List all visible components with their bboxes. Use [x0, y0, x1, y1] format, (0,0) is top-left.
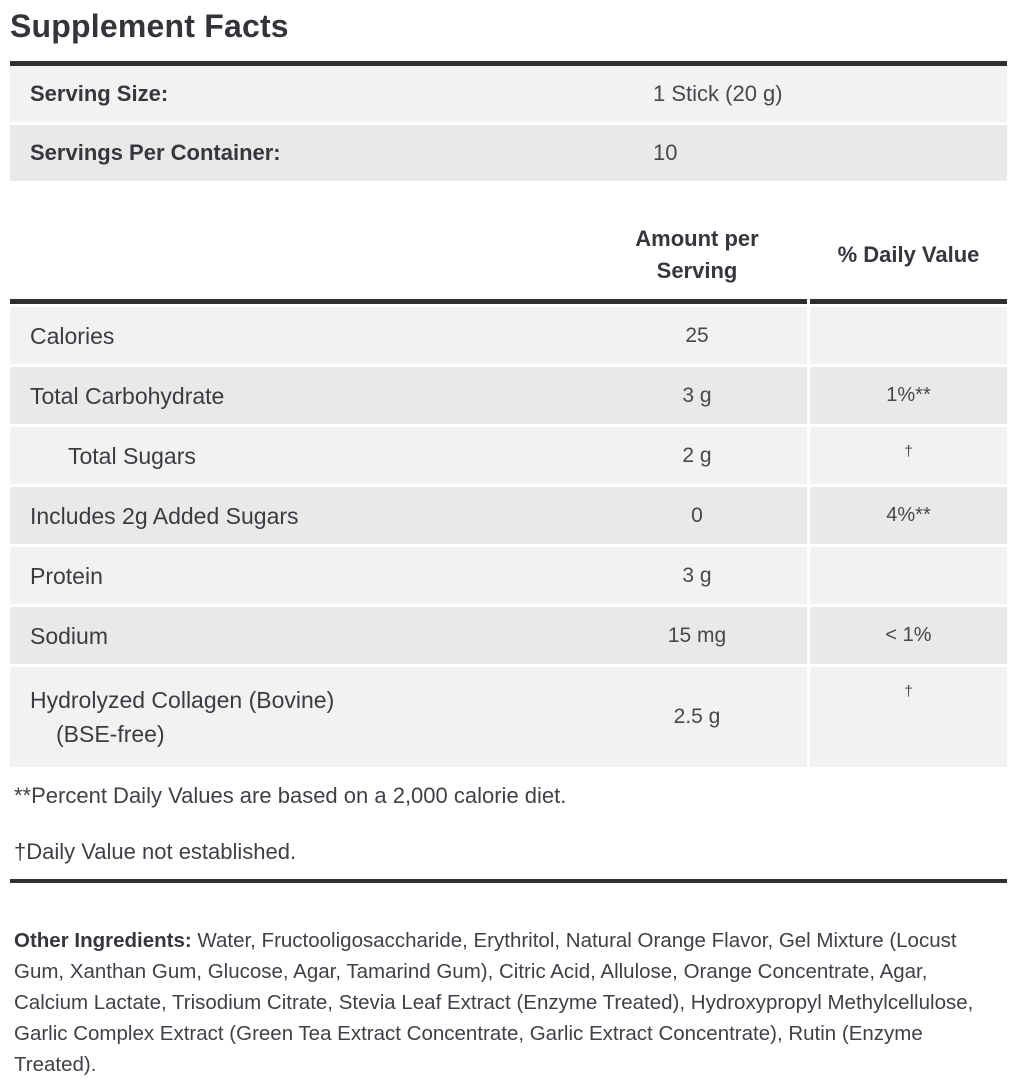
- nutrient-label-line1: Protein: [30, 562, 103, 589]
- nutrient-label-line1: Hydrolyzed Collagen (Bovine): [30, 687, 335, 713]
- nutrient-label-line1: Calories: [30, 322, 115, 349]
- amount-per-serving-header-text: Amount per Serving: [635, 226, 759, 283]
- serving-info-table: [10, 61, 1007, 181]
- amount-cell: 3 g: [682, 383, 712, 407]
- other-ingredients-text: Water, Fructooligosaccharide, Erythritol, Natural Orange Flavor, Gel Mixture (Locust Gum, Xanthan Gum, Glucose, Agar, Tamarind Gum), Citric Acid, Allulose, Orange Concentrate, Agar, Calcium Lactate, Trisodium Citrate, Stevia Leaf Extract (Enzyme Treated), Hydroxypropyl Methylcellulose, Garlic Complex Extract (Green Tea Extract Concentrate, Garlic Extract Concentrate), Rutin (Enzyme Treated).: [14, 929, 974, 1076]
- thick-rule-segment-main: [10, 299, 807, 304]
- other-ingredients-paragraph: [14, 925, 991, 1080]
- table-row: [10, 487, 1007, 544]
- thick-rule-table-top: [10, 299, 1007, 304]
- daily-value-cell: [810, 547, 1007, 604]
- nutrient-label: [10, 379, 587, 413]
- daily-value-cell: < 1%: [810, 607, 1007, 664]
- serving-info-rows: [10, 66, 1007, 181]
- nutrient-label-line2: (BSE-free): [56, 721, 165, 747]
- serving-row-label: Serving Size:: [30, 81, 169, 106]
- nutrient-label-line1: Sodium: [30, 622, 108, 649]
- nutrient-label: [10, 439, 587, 473]
- table-row: [10, 367, 1007, 424]
- daily-value-cell: [810, 307, 1007, 364]
- supplement-facts-label: [0, 8, 1015, 1080]
- nutrient-label: [10, 619, 587, 653]
- nutrient-label: [10, 559, 587, 593]
- table-row: [10, 427, 1007, 484]
- daily-value-cell: 1%**: [810, 367, 1007, 424]
- table-row: [10, 667, 1007, 767]
- table-row: [10, 547, 1007, 604]
- amount-per-serving-header: [587, 223, 807, 287]
- other-ingredients-label: Other Ingredients:: [14, 929, 192, 952]
- amount-cell: 0: [691, 503, 703, 527]
- nutrient-label-line1: Total Carbohydrate: [30, 382, 225, 409]
- daily-value-cell: †: [810, 667, 1007, 767]
- serving-row-value: 10: [653, 140, 678, 165]
- thick-rule-bottom: [10, 879, 1007, 883]
- table-row: [10, 607, 1007, 664]
- serving-row-label: Servings Per Container:: [30, 140, 281, 165]
- page-title: Supplement Facts: [10, 8, 289, 44]
- table-row: [10, 307, 1007, 364]
- nutrition-table: [10, 299, 1007, 767]
- nutrient-label-line1: Total Sugars: [68, 442, 196, 469]
- label-column-spacer: [10, 223, 587, 287]
- thick-rule-segment-dv: [810, 299, 1007, 304]
- amount-cell: 3 g: [682, 563, 712, 587]
- amount-cell: 2 g: [682, 443, 712, 467]
- daily-value-header: % Daily Value: [837, 242, 980, 267]
- amount-cell: 2.5 g: [673, 705, 721, 728]
- serving-info-row: [10, 66, 1007, 122]
- nutrient-label-line1: Includes 2g Added Sugars: [30, 502, 299, 529]
- nutrient-label: [10, 683, 587, 751]
- amount-cell: 15 mg: [667, 623, 727, 647]
- footnote-daily-value-not-established: †Daily Value not established.: [14, 839, 297, 864]
- daily-value-cell: 4%**: [810, 487, 1007, 544]
- amount-cell: 25: [685, 323, 709, 347]
- nutrition-table-rows: [10, 307, 1007, 767]
- column-header-row: [10, 223, 1007, 287]
- nutrient-label: [10, 319, 587, 353]
- footnote-percent-daily-values: **Percent Daily Values are based on a 2,000 calorie diet.: [14, 783, 567, 808]
- serving-info-row: [10, 125, 1007, 181]
- nutrient-label: [10, 499, 587, 533]
- daily-value-cell: †: [810, 427, 1007, 484]
- serving-row-value: 1 Stick (20 g): [653, 81, 783, 106]
